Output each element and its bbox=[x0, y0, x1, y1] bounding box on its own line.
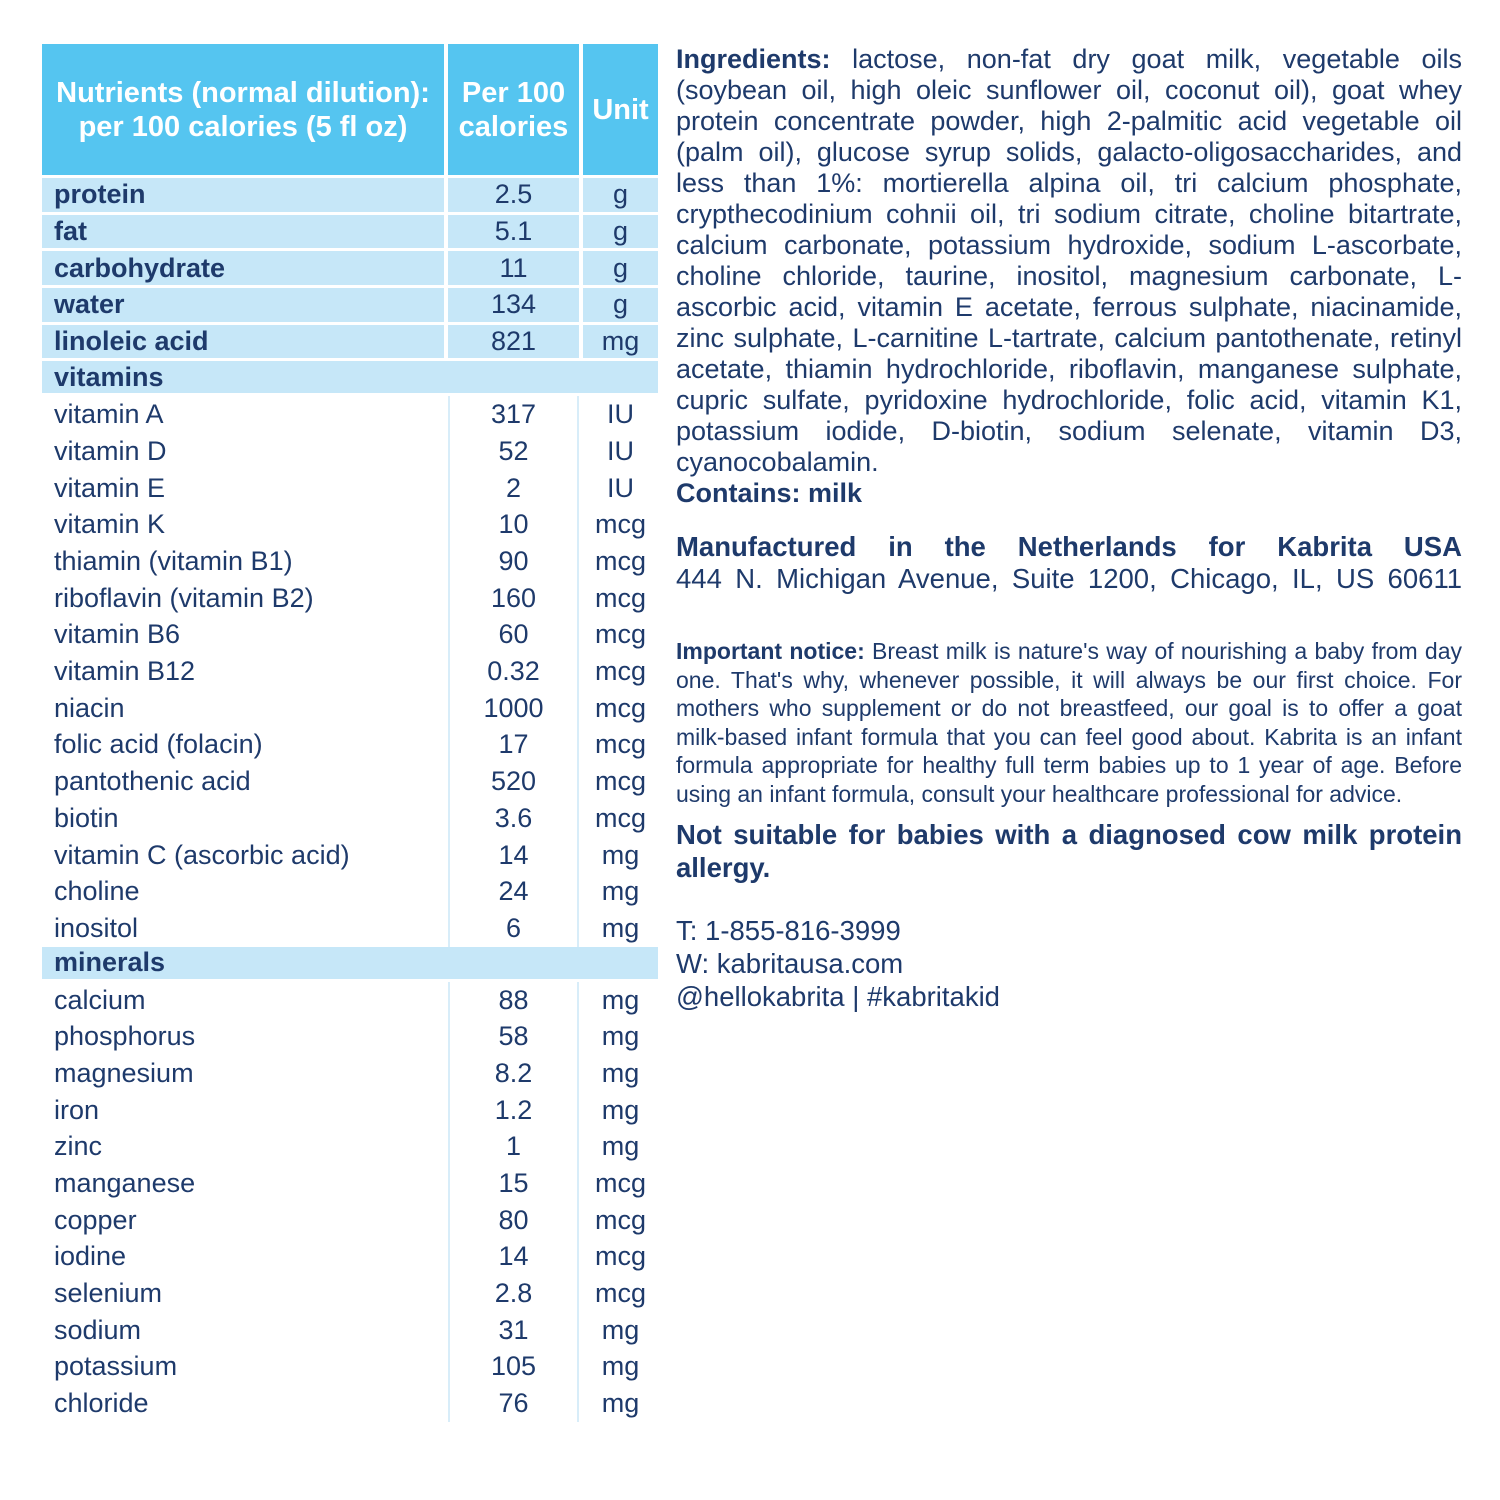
table-row bbox=[42, 653, 658, 690]
header-per100-cell bbox=[448, 44, 579, 175]
nutrient-unit-cell: g bbox=[583, 251, 658, 285]
nutrient-unit-cell: mg bbox=[583, 1349, 658, 1386]
nutrient-unit-cell: g bbox=[583, 288, 658, 322]
table-row bbox=[42, 690, 658, 727]
manufacturer-line: Manufactured in the Netherlands for Kabrita USA bbox=[676, 531, 1462, 562]
header-nutrients-line2: per 100 calories (5 fl oz) bbox=[78, 110, 408, 143]
nutrient-name-cell: magnesium bbox=[42, 1055, 444, 1092]
ingredients-label: Ingredients: bbox=[676, 44, 831, 74]
nutrient-name-cell: vitamin E bbox=[42, 470, 444, 507]
nutrient-name-cell: riboflavin (vitamin B2) bbox=[42, 580, 444, 617]
table-row bbox=[42, 910, 658, 947]
header-nutrients-cell bbox=[42, 44, 444, 175]
nutrient-value-cell: 0.32 bbox=[448, 653, 579, 690]
nutrient-value-cell: 76 bbox=[448, 1385, 579, 1422]
table-row bbox=[42, 178, 658, 212]
nutrient-value-cell: 80 bbox=[448, 1202, 579, 1239]
table-row bbox=[42, 1275, 658, 1312]
nutrient-unit-cell: mg bbox=[583, 1312, 658, 1349]
nutrient-name-cell: iron bbox=[42, 1092, 444, 1129]
nutrient-value-cell: 60 bbox=[448, 617, 579, 654]
nutrient-value-cell: 14 bbox=[448, 1239, 579, 1276]
nutrient-name-cell: sodium bbox=[42, 1312, 444, 1349]
nutrient-unit-cell: mcg bbox=[583, 543, 658, 580]
nutrient-unit-cell: mg bbox=[583, 1092, 658, 1129]
table-row bbox=[42, 543, 658, 580]
nutrient-unit-cell: IU bbox=[583, 470, 658, 507]
nutrient-value-cell: 105 bbox=[448, 1349, 579, 1386]
nutrient-value-cell: 11 bbox=[448, 251, 579, 285]
nutrient-name-cell: vitamin A bbox=[42, 396, 444, 433]
label-text-column bbox=[676, 44, 1462, 1013]
table-row bbox=[42, 1239, 658, 1276]
nutrient-name-cell: protein bbox=[42, 178, 444, 212]
nutrient-unit-cell: mcg bbox=[583, 727, 658, 764]
nutrient-unit-cell: mg bbox=[583, 1055, 658, 1092]
nutrient-value-cell: 821 bbox=[448, 325, 579, 359]
table-header-row bbox=[42, 44, 658, 175]
nutrient-unit-cell: mcg bbox=[583, 580, 658, 617]
table-row bbox=[42, 982, 658, 1019]
nutrient-value-cell: 88 bbox=[448, 982, 579, 1019]
table-row bbox=[42, 251, 658, 285]
nutrient-value-cell: 17 bbox=[448, 727, 579, 764]
nutrient-unit-cell: mg bbox=[583, 1129, 658, 1166]
nutrient-value-cell: 58 bbox=[448, 1018, 579, 1055]
table-row bbox=[42, 1165, 658, 1202]
nutrient-name-cell: selenium bbox=[42, 1275, 444, 1312]
table-row bbox=[42, 837, 658, 874]
nutrient-unit-cell: mg bbox=[583, 982, 658, 1019]
nutrient-name-cell: niacin bbox=[42, 690, 444, 727]
nutrient-unit-cell: mcg bbox=[583, 1165, 658, 1202]
nutrient-name-cell: calcium bbox=[42, 982, 444, 1019]
table-row bbox=[42, 617, 658, 654]
nutrient-name-cell: folic acid (folacin) bbox=[42, 727, 444, 764]
ingredients-paragraph bbox=[676, 44, 1462, 478]
nutrient-unit-cell: mcg bbox=[583, 617, 658, 654]
nutrient-value-cell: 52 bbox=[448, 433, 579, 470]
nutrient-value-cell: 10 bbox=[448, 507, 579, 544]
table-row bbox=[42, 507, 658, 544]
nutrient-unit-cell: mg bbox=[583, 837, 658, 874]
table-row bbox=[42, 727, 658, 764]
nutrient-value-cell: 8.2 bbox=[448, 1055, 579, 1092]
table-row bbox=[42, 215, 658, 249]
nutrient-name-cell: chloride bbox=[42, 1385, 444, 1422]
nutrient-value-cell: 160 bbox=[448, 580, 579, 617]
header-per100-line2: calories bbox=[458, 110, 569, 143]
nutrient-unit-cell: mcg bbox=[583, 653, 658, 690]
section-row-minerals: minerals bbox=[42, 947, 658, 979]
nutrient-name-cell: linoleic acid bbox=[42, 325, 444, 359]
ingredients-text: lactose, non-fat dry goat milk, vegetable oils (soybean oil, high oleic sunflower oil, coconut oil), goat whey protein concentrate powder, high 2-palmitic acid vegetable oil (palm oil), glucose syrup solids, galacto-oligosaccharides, and less than 1%: mortierella alpina oil, tri calcium phosphate, crypthecodinium cohnii oil, tri sodium citrate, choline bitartrate, calcium carbonate, potassium hydroxide, sodium L-ascorbate, choline chloride, taurine, inositol, magnesium carbonate, L-ascorbic acid, vitamin E acetate, ferrous sulphate, niacinamide, zinc sulphate, L-carnitine L-tartrate, calcium pantothenate, retinyl acetate, thiamin hydrochloride, riboflavin, manganese sulphate, cupric sulfate, pyridoxine hydrochloride, folic acid, vitamin K1, potassium iodide, D-biotin, sodium selenate, vitamin D3, cyanocobalamin. bbox=[676, 44, 1462, 477]
nutrient-unit-cell: mg bbox=[583, 1385, 658, 1422]
nutrient-unit-cell: mcg bbox=[583, 1275, 658, 1312]
header-per100-line1: Per 100 bbox=[461, 76, 566, 109]
nutrient-name-cell: thiamin (vitamin B1) bbox=[42, 543, 444, 580]
nutrient-unit-cell: IU bbox=[583, 396, 658, 433]
table-row bbox=[42, 1055, 658, 1092]
table-row bbox=[42, 396, 658, 433]
nutrient-value-cell: 520 bbox=[448, 763, 579, 800]
nutrient-value-cell: 31 bbox=[448, 1312, 579, 1349]
nutrient-value-cell: 1000 bbox=[448, 690, 579, 727]
nutrient-value-cell: 2.8 bbox=[448, 1275, 579, 1312]
section-row-vitamins: vitamins bbox=[42, 361, 658, 393]
table-row bbox=[42, 800, 658, 837]
nutrient-name-cell: iodine bbox=[42, 1239, 444, 1276]
social-line: @hellokabrita | #kabritakid bbox=[676, 981, 1000, 1012]
nutrition-table bbox=[42, 44, 658, 1422]
nutrient-value-cell: 1 bbox=[448, 1129, 579, 1166]
nutrient-unit-cell: IU bbox=[583, 433, 658, 470]
table-row bbox=[42, 1018, 658, 1055]
nutrient-name-cell: phosphorus bbox=[42, 1018, 444, 1055]
table-row bbox=[42, 873, 658, 910]
manufacturer-address: 444 N. Michigan Avenue, Suite 1200, Chicago, IL, US 60611 bbox=[676, 563, 1462, 594]
nutrient-value-cell: 6 bbox=[448, 910, 579, 947]
nutrient-name-cell: water bbox=[42, 288, 444, 322]
table-row bbox=[42, 580, 658, 617]
table-row bbox=[42, 1349, 658, 1386]
nutrient-name-cell: fat bbox=[42, 215, 444, 249]
contains-statement: Contains: milk bbox=[676, 478, 863, 508]
nutrient-name-cell: pantothenic acid bbox=[42, 763, 444, 800]
nutrient-name-cell: vitamin C (ascorbic acid) bbox=[42, 837, 444, 874]
table-row bbox=[42, 325, 658, 359]
table-row bbox=[42, 433, 658, 470]
nutrient-unit-cell: mcg bbox=[583, 690, 658, 727]
important-notice-label: Important notice: bbox=[676, 638, 865, 664]
not-suitable-warning: Not suitable for babies with a diagnosed cow milk protein allergy. bbox=[676, 819, 1462, 883]
nutrient-unit-cell: mg bbox=[583, 873, 658, 910]
nutrient-unit-cell: mg bbox=[583, 910, 658, 947]
nutrient-unit-cell: mcg bbox=[583, 763, 658, 800]
nutrient-value-cell: 5.1 bbox=[448, 215, 579, 249]
nutrient-unit-cell: mg bbox=[583, 325, 658, 359]
nutrient-unit-cell: mg bbox=[583, 1018, 658, 1055]
table-row bbox=[42, 470, 658, 507]
table-row bbox=[42, 763, 658, 800]
nutrient-value-cell: 2.5 bbox=[448, 178, 579, 212]
nutrient-unit-cell: mcg bbox=[583, 507, 658, 544]
nutrient-name-cell: carbohydrate bbox=[42, 251, 444, 285]
nutrient-name-cell: zinc bbox=[42, 1129, 444, 1166]
contact-block bbox=[676, 914, 1462, 1013]
nutrient-unit-cell: mcg bbox=[583, 1202, 658, 1239]
nutrient-value-cell: 3.6 bbox=[448, 800, 579, 837]
nutrient-value-cell: 24 bbox=[448, 873, 579, 910]
nutrient-value-cell: 90 bbox=[448, 543, 579, 580]
nutrient-value-cell: 15 bbox=[448, 1165, 579, 1202]
nutrient-unit-cell: g bbox=[583, 215, 658, 249]
nutrient-name-cell: vitamin B6 bbox=[42, 617, 444, 654]
nutrient-value-cell: 1.2 bbox=[448, 1092, 579, 1129]
phone-line: T: 1-855-816-3999 bbox=[676, 915, 901, 946]
nutrient-name-cell: biotin bbox=[42, 800, 444, 837]
table-row bbox=[42, 1312, 658, 1349]
nutrient-unit-cell: mcg bbox=[583, 1239, 658, 1276]
nutrient-value-cell: 14 bbox=[448, 837, 579, 874]
nutrient-name-cell: copper bbox=[42, 1202, 444, 1239]
website-line: W: kabritausa.com bbox=[676, 948, 904, 979]
table-row bbox=[42, 1129, 658, 1166]
nutrient-name-cell: choline bbox=[42, 873, 444, 910]
table-row bbox=[42, 1092, 658, 1129]
table-row bbox=[42, 1385, 658, 1422]
nutrient-value-cell: 317 bbox=[448, 396, 579, 433]
nutrient-name-cell: manganese bbox=[42, 1165, 444, 1202]
nutrient-name-cell: vitamin K bbox=[42, 507, 444, 544]
nutrient-name-cell: vitamin D bbox=[42, 433, 444, 470]
table-row bbox=[42, 288, 658, 322]
nutrient-value-cell: 134 bbox=[448, 288, 579, 322]
nutrient-value-cell: 2 bbox=[448, 470, 579, 507]
header-nutrients-line1: Nutrients (normal dilution): bbox=[56, 76, 430, 109]
table-row bbox=[42, 1202, 658, 1239]
nutrient-name-cell: potassium bbox=[42, 1349, 444, 1386]
important-notice-text: Breast milk is nature's way of nourishing a baby from day one. That's why, whenever possible, it will always be our first choice. For mothers who supplement or do not breastfeed, our goal is to offer a goat milk-based infant formula that you can feel good about. Kabrita is an infant formula appropriate for healthy full term babies up to 1 year of age. Before using an infant formula, consult your healthcare professional for advice. bbox=[676, 638, 1462, 807]
nutrient-unit-cell: g bbox=[583, 178, 658, 212]
important-notice-paragraph bbox=[676, 637, 1462, 808]
nutrient-unit-cell: mcg bbox=[583, 800, 658, 837]
nutrient-name-cell: inositol bbox=[42, 910, 444, 947]
header-unit-cell: Unit bbox=[583, 44, 658, 175]
nutrient-name-cell: vitamin B12 bbox=[42, 653, 444, 690]
